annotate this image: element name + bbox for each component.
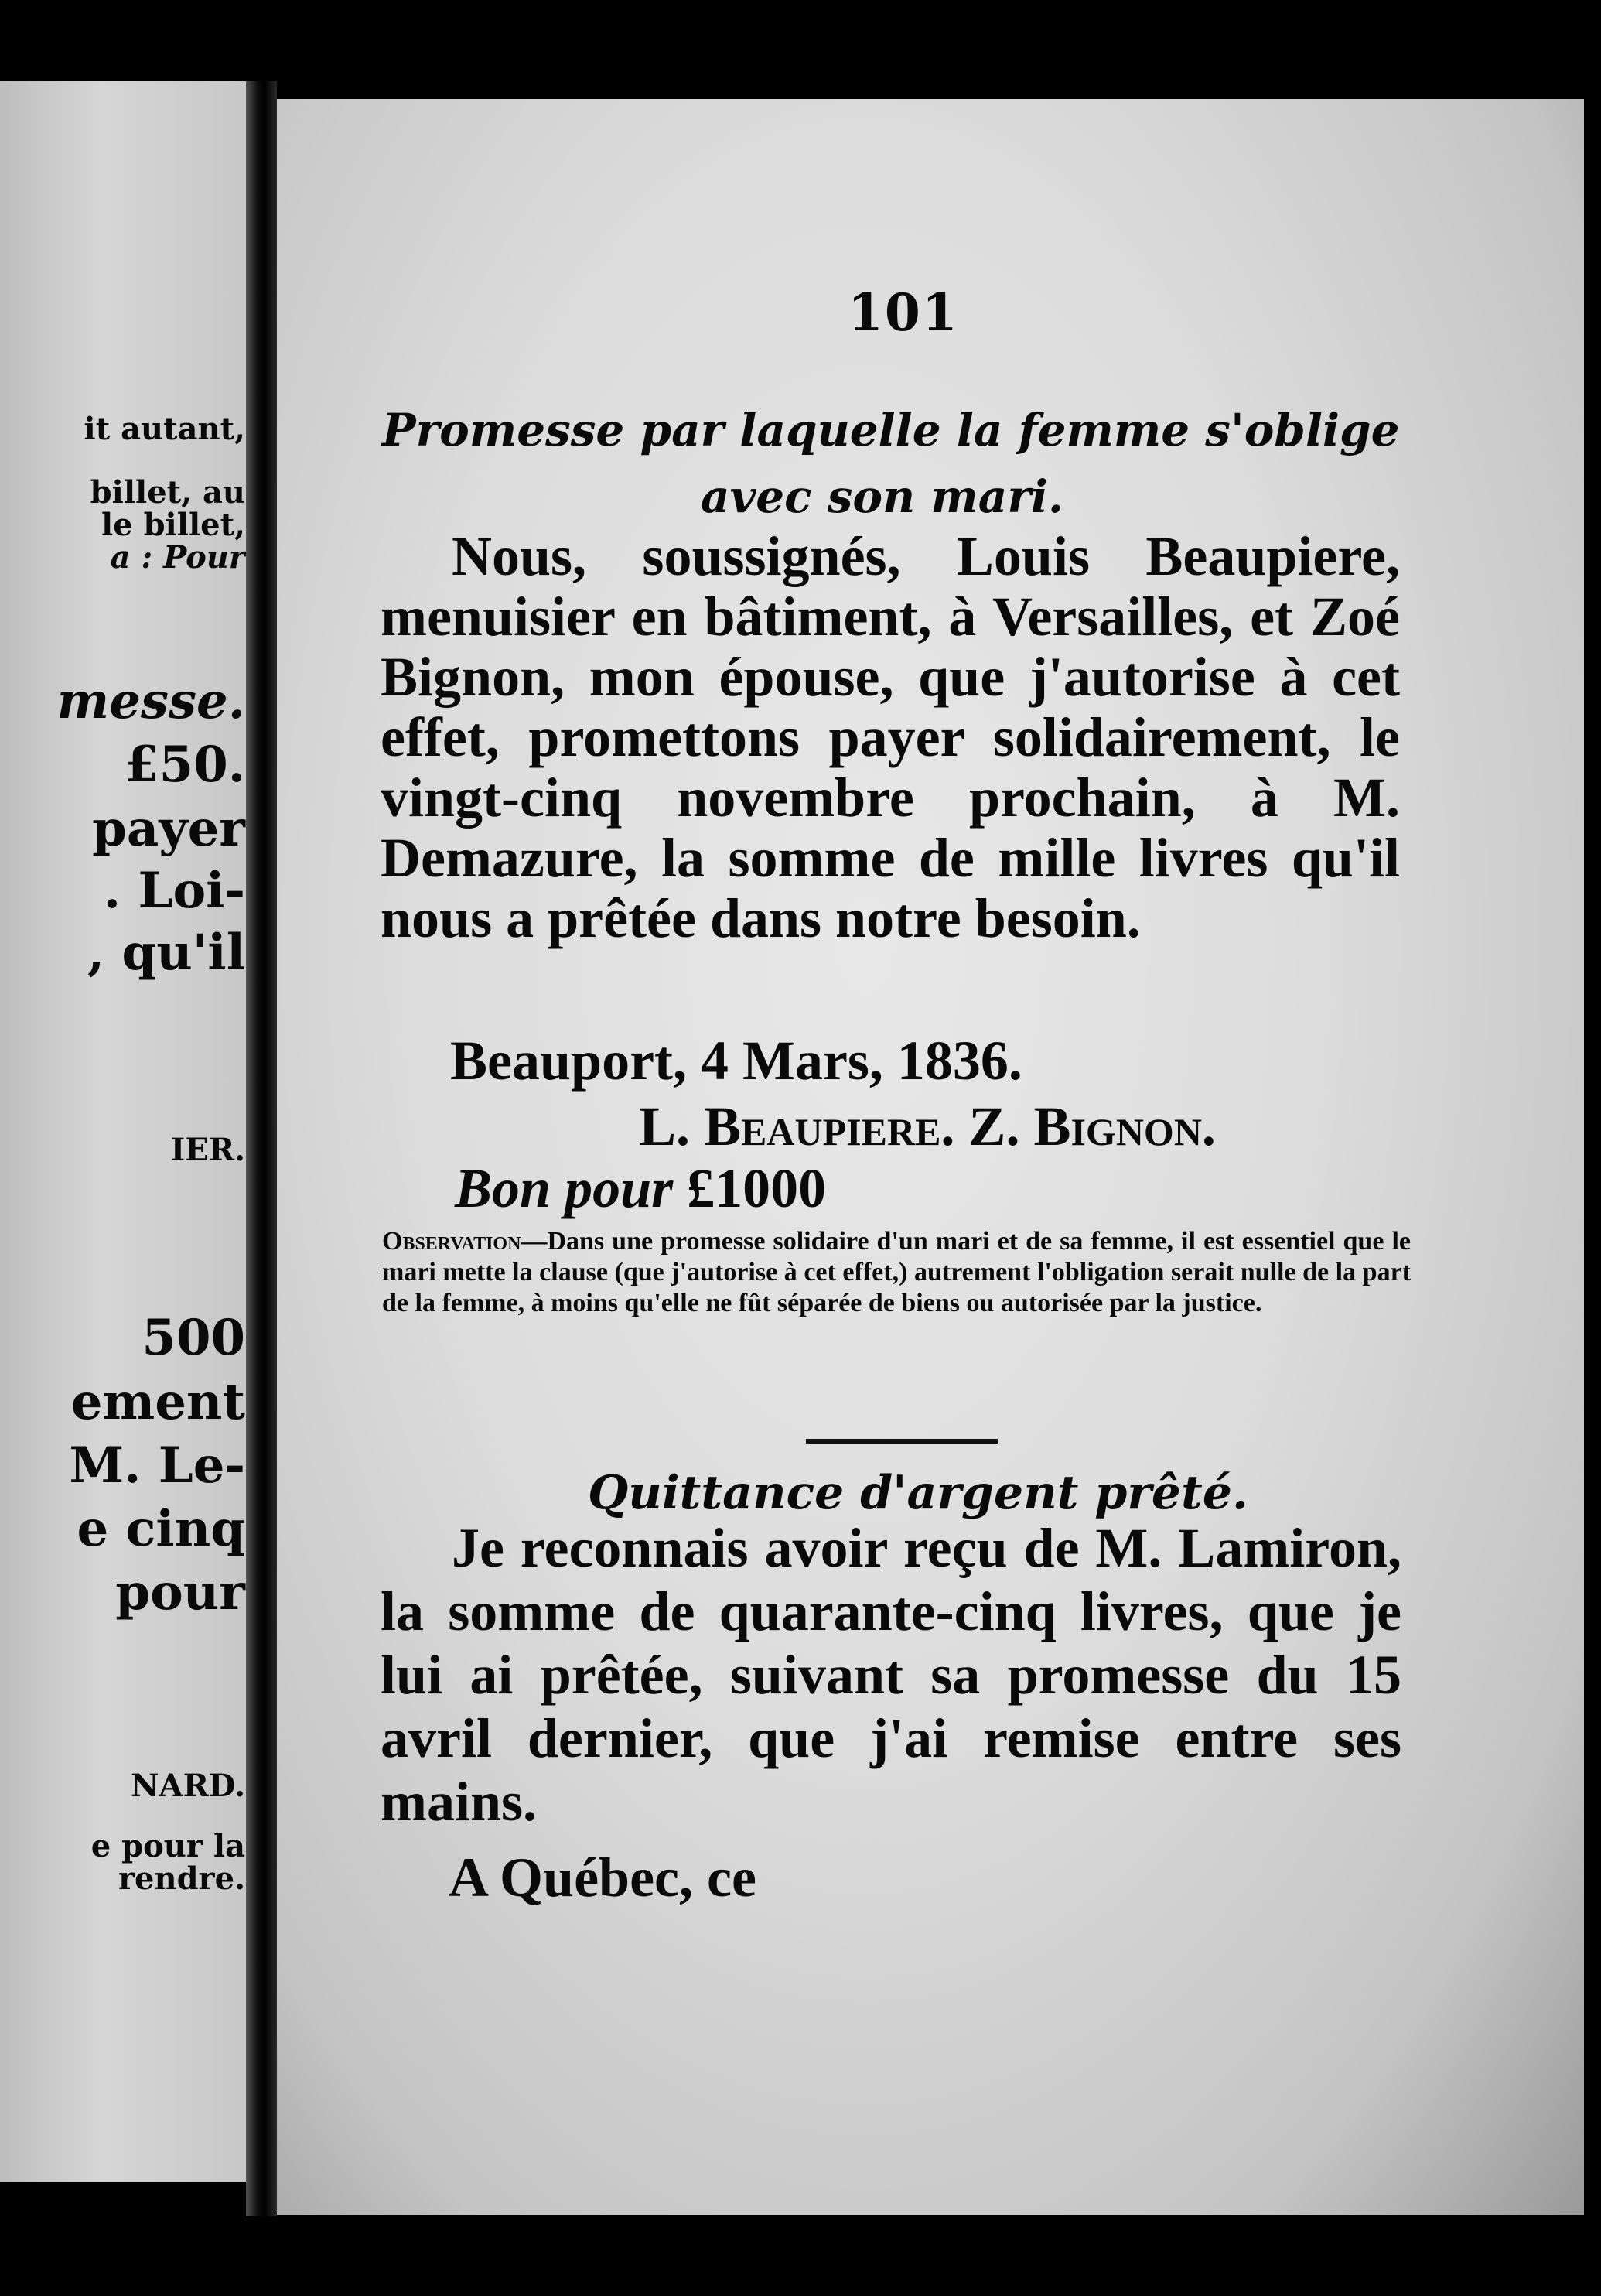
receipt-text: [381, 1516, 1401, 1833]
section-title: Quittance d'argent prêté.: [588, 1466, 1248, 1520]
left-line: 500: [142, 1309, 245, 1367]
section-title: Promesse par laquelle la femme s'oblige: [382, 404, 1400, 456]
left-line: pour: [115, 1563, 245, 1621]
left-line: , qu'il: [87, 924, 245, 982]
left-line: ement: [70, 1373, 245, 1431]
left-line: payer: [92, 800, 245, 858]
note-text: —Dans une promesse solidaire d'un mari et de sa femme, il est essentiel que le mari mette la clause (que j'autorise à cet effet,) autrement l'obligation serait nulle de la part de la femme, à moins qu'elle ne fût séparée de biens ou autorisée par la justice.: [382, 1227, 1411, 1317]
left-line: a : Pour: [110, 539, 245, 576]
section-divider: [806, 1439, 998, 1444]
closing-line: A Québec, ce: [449, 1847, 756, 1908]
book-gutter: [246, 81, 277, 2216]
paragraph: Je reconnais avoir reçu de M. Lamiron, la somme de quarante-cinq livres, que je lui ai prêtée, suivant sa promesse du 15 avril dernier, que j'ai remise entre ses mains.: [381, 1517, 1401, 1833]
observation-note: [382, 1226, 1411, 1319]
left-line: messe.: [56, 672, 245, 730]
left-line: billet, au: [90, 474, 245, 511]
left-line: le billet,: [101, 507, 245, 543]
bon-amount: £1000: [687, 1157, 827, 1219]
left-line: £50.: [125, 736, 245, 794]
left-line: e cinq: [77, 1500, 245, 1558]
left-page-fragment: [0, 81, 251, 2182]
note-label: Observation: [382, 1227, 521, 1256]
bon-label: Bon pour: [455, 1157, 674, 1219]
dateline: Beauport, 4 Mars, 1836.: [450, 1030, 1022, 1092]
page-number: 101: [848, 282, 959, 343]
left-line: e pour la: [90, 1828, 245, 1864]
section-title-continued: avec son mari.: [701, 470, 1064, 523]
left-line: it autant,: [84, 411, 245, 447]
paragraph: Nous, soussignés, Louis Beaupiere, menuisier en bâtiment, à Versailles, et Zoé Bignon, mon épouse, que j'autorise à cet effet, promettons payer solidairement, le vingt-cinq novembre prochain, à M. Demazure, la somme de mille livres qu'il nous a prêtée dans notre besoin.: [381, 525, 1400, 949]
promissory-note-text: [381, 526, 1400, 948]
left-line: IER.: [170, 1132, 245, 1168]
left-line: NARD.: [130, 1768, 245, 1804]
left-line: rendre.: [118, 1860, 245, 1897]
amount-line: [455, 1157, 826, 1221]
left-line: . Loi-: [103, 862, 245, 920]
signatures: L. Beaupiere. Z. Bignon.: [639, 1095, 1216, 1157]
left-line: M. Le-: [69, 1437, 245, 1495]
